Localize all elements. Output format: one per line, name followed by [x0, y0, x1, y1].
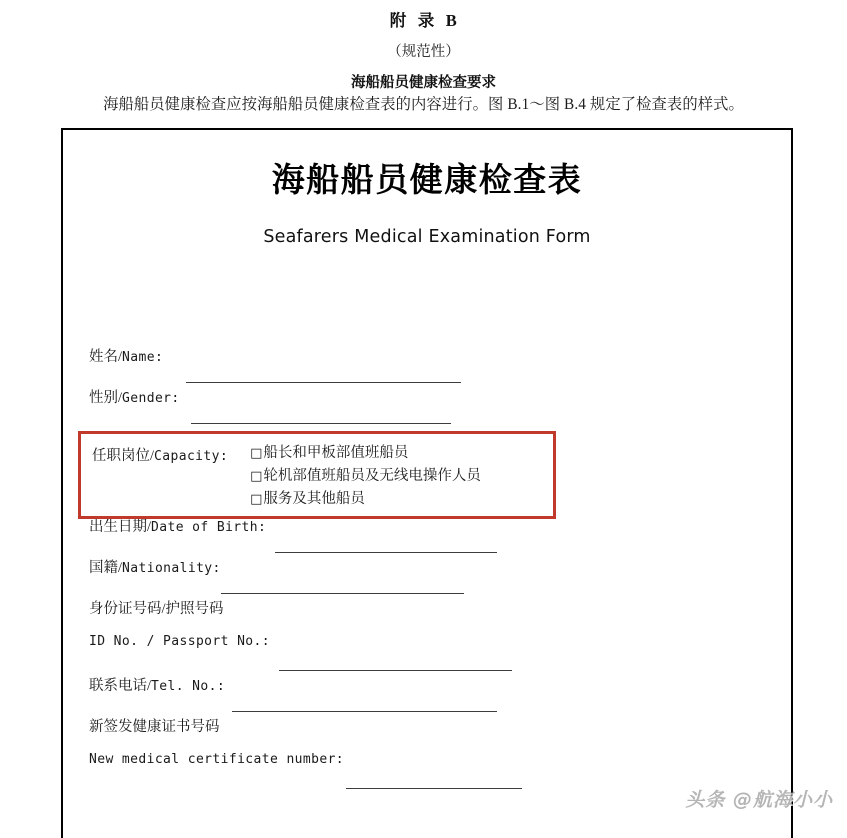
field-input-tel[interactable] — [232, 711, 497, 712]
field-input-new-cert-number[interactable] — [346, 788, 522, 789]
field-input-id-number[interactable] — [279, 670, 512, 671]
field-label-tel: 联系电话/Tel. No.: — [89, 678, 226, 694]
field-label-capacity: 任职岗位/Capacity: — [92, 448, 229, 464]
capacity-option-engine[interactable] — [250, 466, 481, 487]
capacity-option-service[interactable] — [250, 489, 481, 510]
appendix-title — [0, 7, 847, 31]
watermark: 头条 @航海小小 — [685, 789, 833, 811]
field-input-date-of-birth[interactable] — [275, 552, 497, 553]
field-label-new-cert-heading: 新签发健康证书号码 — [89, 719, 220, 735]
page-header — [0, 0, 847, 92]
field-row-nationality — [63, 556, 791, 597]
field-label-nationality: 国籍/Nationality: — [89, 560, 221, 576]
capacity-option-label: 船长和甲板部值班船员 — [263, 445, 409, 461]
field-row-new-cert-number — [63, 751, 791, 792]
field-row-gender — [63, 386, 791, 427]
field-row-new-cert-heading — [63, 715, 791, 751]
field-row-tel — [63, 674, 791, 715]
form-title-chinese: 海船船员健康检查表 — [271, 163, 583, 199]
form-fields — [63, 345, 791, 792]
field-row-date-of-birth — [63, 515, 791, 556]
field-label-new-cert-number: New medical certificate number: — [89, 752, 345, 767]
appendix-subject: 海船船员健康检查要求 — [351, 75, 496, 91]
field-row-name — [63, 345, 791, 386]
field-label-date-of-birth: 出生日期/Date of Birth: — [89, 519, 267, 535]
intro-paragraph: 海船船员健康检查应按海船船员健康检查表的内容进行。图 B.1～图 B.4 规定了检查表的样式。 — [103, 96, 744, 113]
form-document-frame — [61, 128, 793, 838]
field-row-id-number — [63, 633, 791, 674]
field-row-id-heading — [63, 597, 791, 633]
capacity-option-label: 服务及其他船员 — [263, 491, 365, 508]
field-input-gender[interactable] — [191, 423, 451, 424]
checkbox-icon[interactable]: □ — [250, 492, 263, 508]
appendix-title-word: 录 — [417, 11, 435, 30]
appendix-title-prefix: 附 — [389, 11, 407, 30]
capacity-option-label: 轮机部值班船员及无线电操作人员 — [263, 468, 481, 485]
field-input-name[interactable] — [186, 382, 461, 383]
checkbox-icon[interactable]: □ — [250, 446, 263, 461]
appendix-kind: （规范性） — [387, 44, 460, 60]
field-label-id-heading: 身份证号码/护照号码 — [89, 601, 224, 617]
capacity-content — [81, 434, 553, 510]
field-label-id-number: ID No. / Passport No.: — [89, 634, 270, 649]
capacity-option-deck[interactable] — [250, 443, 481, 464]
field-label-name: 姓名/Name: — [89, 349, 164, 365]
capacity-options-list — [250, 443, 481, 510]
appendix-title-letter: B — [445, 11, 458, 30]
form-title-english: Seafarers Medical Examination Form — [263, 227, 591, 247]
field-label-gender: 性别/Gender: — [89, 390, 180, 406]
capacity-highlight-box — [78, 431, 556, 519]
checkbox-icon[interactable]: □ — [250, 469, 263, 485]
field-input-nationality[interactable] — [221, 593, 464, 594]
